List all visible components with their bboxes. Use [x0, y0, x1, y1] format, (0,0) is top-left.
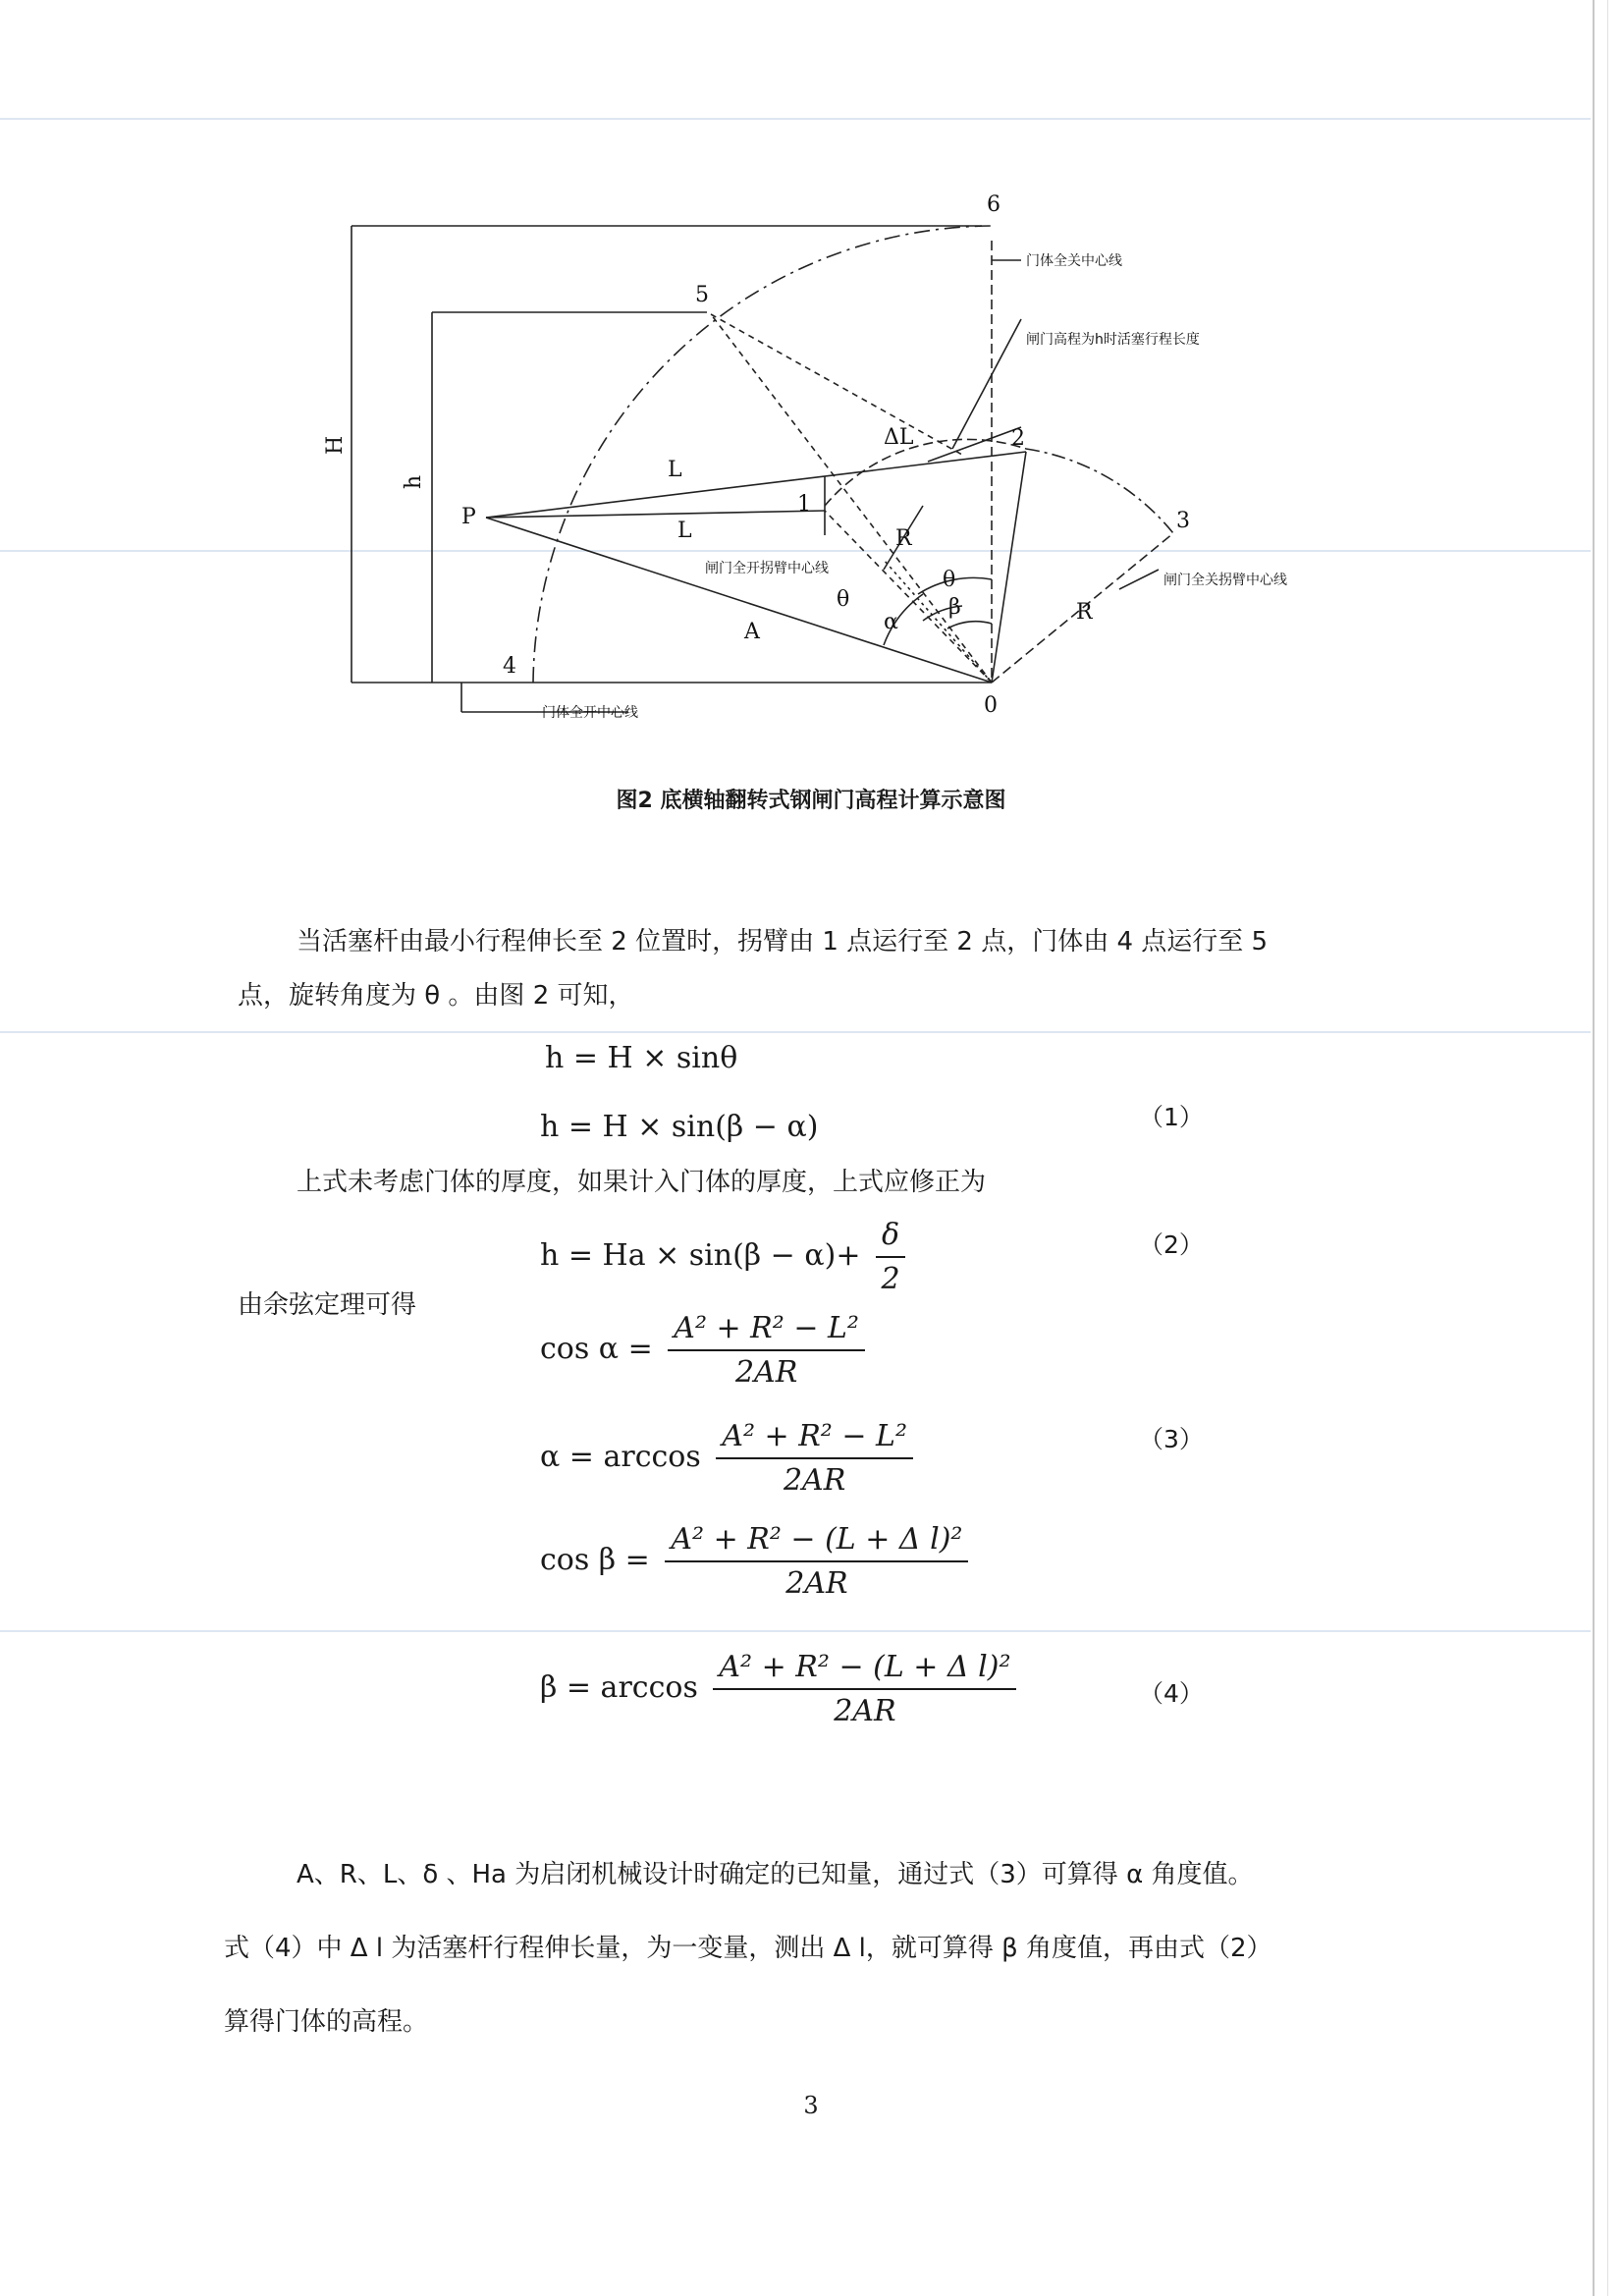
- annotation: 门体全关中心线: [1026, 253, 1122, 269]
- equation-number: （1）: [1139, 1103, 1204, 1131]
- fraction-denominator: 2AR: [734, 1355, 798, 1390]
- scan-line: [0, 1031, 1591, 1033]
- scan-line: [0, 118, 1591, 120]
- fraction: [876, 1218, 905, 1296]
- length-label: R: [1076, 600, 1093, 625]
- point-label: 0: [984, 693, 998, 718]
- paragraph-line: 上式未考虑门体的厚度，如果计入门体的厚度，上式应修正为: [297, 1168, 987, 1197]
- length-label: L: [677, 519, 692, 543]
- fraction-numerator: A² + R² − (L + Δ l)²: [665, 1522, 968, 1562]
- point-label: 1: [797, 492, 811, 517]
- dimension-label: H: [323, 435, 348, 455]
- paragraph-line: 式（4）中 Δ l 为活塞杆行程伸长量，为一变量，测出 Δ l，就可算得 β 角度值，再由式（2）: [224, 1934, 1272, 1963]
- angle-label: α: [884, 610, 898, 634]
- fraction-denominator: 2AR: [783, 1463, 846, 1498]
- paragraph-line: 由余弦定理可得: [238, 1290, 417, 1320]
- figure-caption: 图2 底横轴翻转式钢闸门高程计算示意图: [616, 789, 1006, 813]
- equation: [540, 1419, 919, 1498]
- dimension-label: h: [402, 474, 426, 489]
- paragraph-line: 当活塞杆由最小行程伸长至 2 位置时，拐臂由 1 点运行至 2 点，门体由 4 点运行至 5: [297, 927, 1269, 957]
- equation: [540, 1522, 974, 1601]
- fraction: [716, 1419, 913, 1498]
- fraction-denominator: 2AR: [785, 1566, 848, 1601]
- point-label: 6: [987, 192, 1000, 217]
- fraction-numerator: A² + R² − L²: [668, 1311, 865, 1351]
- point-label: 3: [1176, 509, 1190, 533]
- equation-number: （2）: [1139, 1230, 1204, 1259]
- paragraph-line: A、R、L、δ 、Ha 为启闭机械设计时确定的已知量，通过式（3）可算得 α 角度值。: [297, 1860, 1254, 1889]
- equation: [540, 1650, 1022, 1728]
- paragraph-line: 算得门体的高程。: [224, 2007, 429, 2037]
- fraction-numerator: δ: [876, 1218, 905, 1258]
- equation: [540, 1311, 871, 1390]
- annotation: 闸门全开拐臂中心线: [705, 561, 829, 576]
- fraction: [665, 1522, 968, 1601]
- length-label: R: [895, 526, 912, 551]
- equation-number: （3）: [1139, 1425, 1204, 1453]
- page-edge: [1593, 0, 1595, 2296]
- length-label: L: [668, 458, 682, 482]
- equation-lhs: β = arccos: [540, 1670, 698, 1705]
- angle-label: θ: [837, 587, 850, 612]
- fraction-numerator: A² + R² − L²: [716, 1419, 913, 1459]
- fraction: [668, 1311, 865, 1390]
- page-edge: [1607, 0, 1608, 2296]
- point-label: 5: [695, 283, 709, 307]
- point-label: P: [461, 505, 476, 529]
- gate-elevation-diagram: [323, 182, 1316, 751]
- annotation: 闸门全关拐臂中心线: [1163, 573, 1287, 588]
- fraction: [713, 1650, 1016, 1728]
- equation: h = H × sin(β − α): [540, 1110, 819, 1144]
- fraction-numerator: A² + R² − (L + Δ l)²: [713, 1650, 1016, 1690]
- equation: h = H × sinθ: [545, 1041, 738, 1075]
- paragraph-line: 点，旋转角度为 θ 。由图 2 可知，: [238, 981, 634, 1011]
- equation: [540, 1218, 911, 1296]
- equation-lhs: α = arccos: [540, 1440, 701, 1474]
- annotation: 闸门高程为h时活塞行程长度: [1026, 332, 1200, 348]
- equation-number: （4）: [1139, 1679, 1204, 1708]
- point-label: 2: [1011, 426, 1025, 451]
- scan-line: [0, 1630, 1591, 1632]
- page-number: 3: [803, 2092, 819, 2119]
- length-label: A: [744, 620, 760, 644]
- fraction-denominator: 2AR: [834, 1694, 896, 1728]
- equation-lhs: h = Ha × sin(β − α)+: [540, 1238, 861, 1273]
- fraction-denominator: 2: [881, 1262, 900, 1296]
- equation-lhs: cos β =: [540, 1543, 650, 1577]
- equation-lhs: cos α =: [540, 1332, 653, 1366]
- angle-label: θ: [943, 568, 956, 592]
- length-label: ΔL: [884, 425, 914, 450]
- angle-label: β: [948, 595, 961, 620]
- annotation: 门体全开中心线: [542, 705, 638, 721]
- point-label: 4: [503, 654, 516, 679]
